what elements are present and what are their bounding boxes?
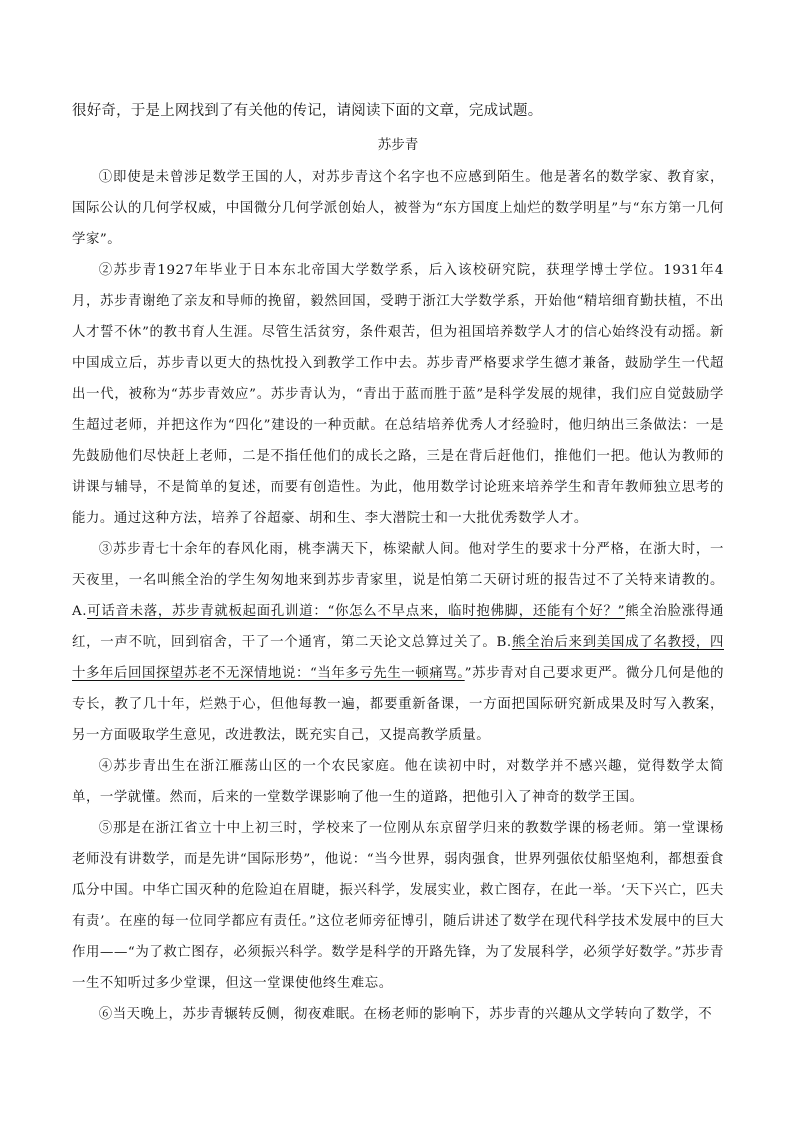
article-paragraph <box>72 255 724 534</box>
paragraph-text: ②苏步青1927年毕业于日本东北帝国大学数学系，后入该校研究院，获理学博士学位。1931年4月，苏步青谢绝了亲友和导师的挽留，毅然回国，受聘于浙江大学数学系，开始他“精培细育勤扶植，不出人才誓不休”的教书育人生涯。尽管生活贫穷，条件艰苦，但为祖国培养数学人才的信心始终没有动摇。新中国成立后，苏步青以更大的热忱投入到教学工作中去。苏步青严格要求学生德才兼备，鼓励学生一代超出一代，被称为“苏步青效应”。苏步青认为，“青出于蓝而胜于蓝”是科学发展的规律，我们应自觉鼓励学生超过老师，并把这作为“四化”建设的一种贡献。在总结培养优秀人才经验时，他归纳出三条做法：一是先鼓励他们尽快赶上老师，二是不指任他们的成长之路，三是在背后赶他们，推他们一把。他认为教师的讲课与辅导，不是简单的复述，而要有创造性。为此，他用数学讨论班来培养学生和青年教师独立思考的能力。通过这种方法，培养了谷超豪、胡和生、李大潜院士和一大批优秀数学人才。 <box>72 263 724 526</box>
article-paragraph <box>72 813 724 999</box>
underlined-sentence: 熊全治后来到美国成了名教授，四十多年后回国探望苏老不无深情地说：“当年多亏先生一顿痛骂。 <box>72 635 724 681</box>
underlined-sentence: 可话音未落，苏步青就板起面孔训道：“你怎么不早点来，临时抱佛脚，还能有个好？” <box>87 604 626 619</box>
article-title: 苏步青 <box>377 137 419 153</box>
paragraph-text: ”苏步青对自己要求更严。微分几何是他的专长，教了几十年，烂熟于心，但他每教一遍，都要重新备课，一方面把国际研究新成果及时写入教案，另一方面吸取学生意见，改进教法，既充实自己，又提高教学质量。 <box>72 666 725 743</box>
intro-text: 很好奇，于是上网找到了有关他的传记，请阅读下面的文章，完成试题。 <box>72 103 543 119</box>
paragraph-text: ⑤那是在浙江省立十中上初三时，学校来了一位刚从东京留学归来的教数学课的杨老师。第一堂课杨老师没有讲数学，而是先讲“国际形势”，他说：“当今世界，弱肉强食，世界列强依仗船坚炮利，都想蚕食瓜分中国。中华亡国灭种的危险迫在眉睫，振兴科学，发展实业，救亡图存，在此一举。‘天下兴亡，匹夫有责’。在座的每一位同学都应有责任。”这位老师旁征博引，随后讲述了数学在现代科学技术发展中的巨大作用——“为了救亡图存，必须振兴科学。数学是科学的开路先锋，为了发展科学，必须学好数学。”苏步青一生不知听过多少堂课，但这一堂课使他终生难忘。 <box>72 821 724 991</box>
paragraph-text: ③苏步青七十余年的春风化雨，桃李满天下，栋梁献人间。他对学生的要求十分严格，在浙大时，一天夜里，一名叫熊全治的学生匆匆地来到苏步青家里，说是怕第二天研讨班的报告过不了关特来请教的。 <box>72 542 724 588</box>
paragraph-text: 熊全治脸涨得通红，一声不吭，回到宿舍，干了一个通宵，第二天论文总算过关了。B. <box>72 604 724 650</box>
paragraph-text: ⑥当天晚上，苏步青辗转反侧，彻夜难眠。在杨老师的影响下，苏步青的兴趣从文学转向了数学，不 <box>98 1007 713 1022</box>
article-paragraph <box>72 534 724 751</box>
article-paragraph <box>72 999 724 1030</box>
article-paragraph <box>72 162 724 255</box>
article-paragraph <box>72 751 724 813</box>
document-page <box>72 100 724 1030</box>
paragraph-text: A. <box>72 604 88 619</box>
paragraph-text: ④苏步青出生在浙江雁荡山区的一个农民家庭。他在读初中时，对数学并不感兴趣，觉得数学太简单，一学就懂。然而，后来的一堂数学课影响了他一生的道路，把他引入了神奇的数学王国。 <box>72 759 724 805</box>
paragraph-text: ①即使是未曾涉足数学王国的人，对苏步青这个名字也不应感到陌生。他是著名的数学家、教育家，国际公认的几何学权威，中国微分几何学派创始人，被誉为“东方国度上灿烂的数学明星”与“东方第一几何学家”。 <box>72 170 724 247</box>
article-body <box>72 162 724 1030</box>
